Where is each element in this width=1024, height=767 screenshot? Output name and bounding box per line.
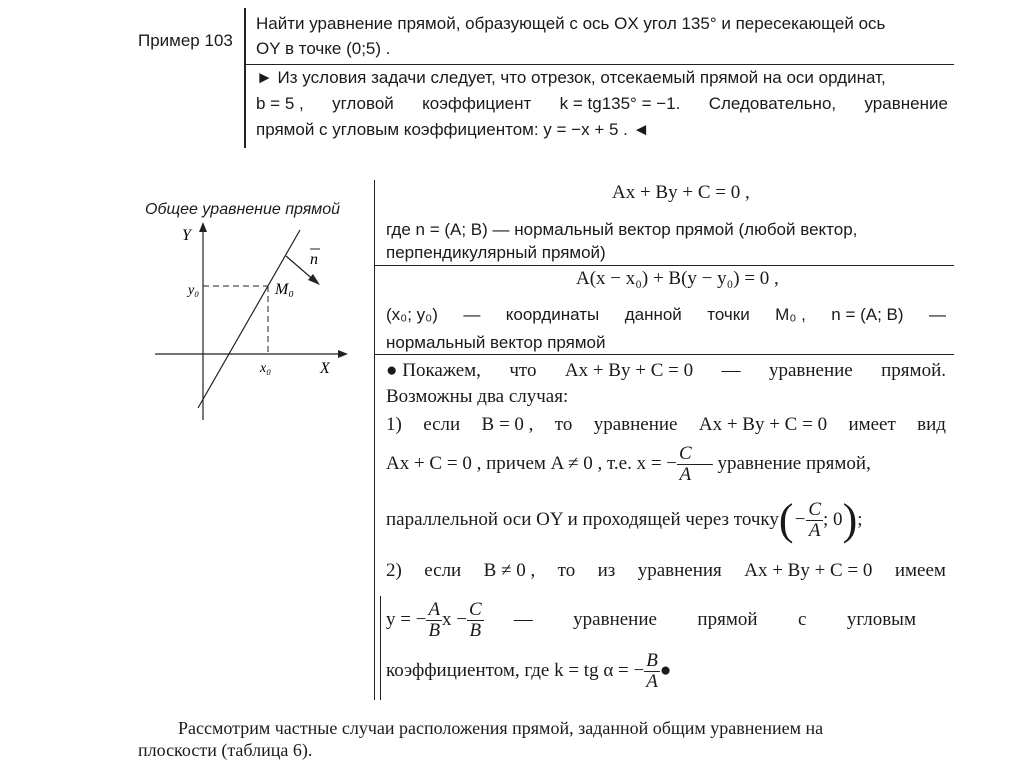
proof-line-5-text: параллельной оси OY и проходящей через точку bbox=[386, 509, 779, 530]
proof-line-2: Возможны два случая: bbox=[386, 386, 569, 407]
solution-part: b = 5 , bbox=[256, 94, 304, 113]
proof-part: — bbox=[721, 360, 741, 381]
proof-part: имеет bbox=[848, 414, 896, 435]
proof-part: то bbox=[554, 414, 573, 435]
proof-part: 1) bbox=[386, 414, 402, 435]
fraction-denominator: B bbox=[469, 619, 482, 641]
point-def-part: n = (A; B) bbox=[831, 305, 904, 324]
solution-part: коэффициент bbox=[422, 94, 532, 113]
content-divider bbox=[374, 180, 375, 700]
general-equation: Ax + By + C = 0 , bbox=[612, 182, 750, 203]
point-tail: ; 0 bbox=[823, 509, 843, 530]
proof-part: ● Покажем, bbox=[386, 360, 481, 381]
proof-line-1 bbox=[386, 360, 946, 382]
proof-part: если bbox=[423, 414, 461, 435]
proof-part: то bbox=[557, 560, 576, 581]
point-def-part: — bbox=[463, 305, 481, 324]
example-label: Пример 103 bbox=[138, 31, 233, 50]
point-normal-equation: A(x − x₀) + B(y − y₀) = 0 , bbox=[576, 268, 779, 289]
proof-part: прямой. bbox=[881, 360, 946, 381]
fraction-numerator: C bbox=[679, 443, 692, 464]
fraction-numerator: A bbox=[428, 599, 441, 620]
solution-line-2 bbox=[256, 94, 948, 114]
solution-part: k = tg135° = −1. bbox=[559, 94, 681, 113]
task-line-2: OY в точке (0;5) . bbox=[256, 39, 391, 58]
fraction-denominator: A bbox=[679, 463, 692, 485]
x0-label: x₀ bbox=[260, 361, 272, 376]
proof-part: 2) bbox=[386, 560, 402, 581]
proof-part: B ≠ 0 , bbox=[483, 560, 536, 581]
fraction-c-over-b bbox=[467, 600, 484, 641]
section-separator-2 bbox=[374, 354, 954, 355]
proof-line-8-text: коэффициентом, где k = tg α = − bbox=[386, 660, 645, 682]
footer-line-1: Рассмотрим частные случаи расположения прямой, заданной общим уравнением на bbox=[178, 718, 824, 738]
point-def-part: — bbox=[928, 305, 946, 324]
m0-label: M₀ bbox=[275, 281, 294, 298]
proof-line-7-lead: y = − bbox=[386, 609, 427, 631]
fraction-a-over-b bbox=[426, 600, 442, 641]
point-def-part: данной bbox=[624, 305, 682, 324]
proof-part: угловым bbox=[846, 609, 916, 631]
example-separator bbox=[244, 64, 954, 65]
proof-part: что bbox=[509, 360, 537, 381]
normal-def-line-2: перпендикулярный прямой) bbox=[386, 243, 606, 262]
example-divider bbox=[244, 8, 246, 148]
task-line-1: Найти уравнение прямой, образующей с ось OX угол 135° и пересекающей ось bbox=[256, 14, 886, 33]
proof-part: уравнения bbox=[637, 560, 722, 581]
proof-part: с bbox=[798, 609, 807, 631]
point-def-line-1 bbox=[386, 305, 946, 325]
y-axis-label: Y bbox=[182, 227, 191, 244]
fraction-numerator: C bbox=[469, 599, 482, 620]
proof-part: уравнение bbox=[768, 360, 853, 381]
main-line bbox=[198, 230, 300, 408]
point-def-part: M₀ , bbox=[775, 305, 806, 324]
n-label: n bbox=[310, 251, 318, 268]
proof-part: B = 0 , bbox=[481, 414, 534, 435]
proof-line-3 bbox=[386, 414, 946, 436]
proof-part: если bbox=[424, 560, 462, 581]
y0-label: y₀ bbox=[188, 283, 200, 298]
proof-line-8 bbox=[386, 651, 671, 692]
proof-part: уравнение bbox=[593, 414, 678, 435]
point-def-part: точки bbox=[707, 305, 750, 324]
fraction-denominator: A bbox=[646, 670, 658, 692]
end-mark: ● bbox=[659, 660, 672, 682]
point-def-part: координаты bbox=[505, 305, 600, 324]
proof-part: вид bbox=[917, 414, 946, 435]
section-separator-1 bbox=[374, 265, 954, 266]
fraction-numerator: C bbox=[808, 498, 822, 520]
footer-line-2: плоскости (таблица 6). bbox=[138, 740, 313, 760]
line-diagram bbox=[140, 220, 370, 430]
proof-line-4-text: Ax + C = 0 , причем A ≠ 0 , т.е. x = − bbox=[386, 453, 678, 475]
proof-line-6 bbox=[386, 560, 946, 582]
x-axis-label: X bbox=[320, 360, 330, 377]
proof-line-7-mid: x − bbox=[442, 609, 468, 631]
fraction-denominator: B bbox=[428, 619, 441, 641]
point-def-part: (x₀; y₀) bbox=[386, 305, 438, 324]
point-def-line-2: нормальный вектор прямой bbox=[386, 333, 606, 352]
proof-line-4 bbox=[386, 444, 871, 485]
normal-arrow-icon bbox=[308, 274, 320, 285]
proof-part: из bbox=[597, 560, 616, 581]
proof-part: прямой bbox=[697, 609, 758, 631]
diagram-title: Общее уравнение прямой bbox=[145, 201, 341, 218]
normal-def-line-1: где n = (A; B) — нормальный вектор прямой (любой вектор, bbox=[386, 220, 858, 239]
right-paren-icon: ) bbox=[842, 495, 858, 544]
proof-line-7 bbox=[386, 600, 916, 641]
solution-part: Следовательно, bbox=[708, 94, 837, 113]
x-axis-arrow-icon bbox=[338, 350, 348, 358]
proof-part: уравнение bbox=[573, 609, 657, 631]
proof-part: — bbox=[513, 609, 533, 631]
proof-line-5: параллельной оси OY и проходящей через точку ( − $\frac{C}{A}$ ; 0 ) ; bbox=[386, 495, 863, 544]
fraction-c-over-a bbox=[806, 500, 823, 541]
solution-line-3: прямой с угловым коэффициентом: y = −x + 5 . ◄ bbox=[256, 120, 650, 139]
fraction-b-over-a bbox=[644, 651, 660, 692]
proof-part: Ax + By + C = 0 bbox=[564, 360, 694, 381]
proof-line-7-tail bbox=[514, 609, 916, 631]
left-paren-icon: ( bbox=[778, 495, 794, 544]
solution-line-1: ► Из условия задачи следует, что отрезок, отсекаемый прямой на оси ординат, bbox=[256, 68, 886, 87]
solution-part: угловой bbox=[332, 94, 394, 113]
y-axis-arrow-icon bbox=[199, 222, 207, 232]
fraction-denominator: A bbox=[808, 519, 821, 541]
proof-part: имеем bbox=[894, 560, 946, 581]
solution-part: уравнение bbox=[864, 94, 948, 113]
proof-part: Ax + By + C = 0 bbox=[744, 560, 873, 581]
formula-bracket bbox=[380, 596, 381, 700]
fraction-numerator: B bbox=[646, 650, 658, 671]
proof-line-4-tail: — уравнение прямой, bbox=[693, 453, 871, 475]
proof-part: Ax + By + C = 0 bbox=[698, 414, 828, 435]
fraction-c-over-a bbox=[677, 444, 694, 485]
